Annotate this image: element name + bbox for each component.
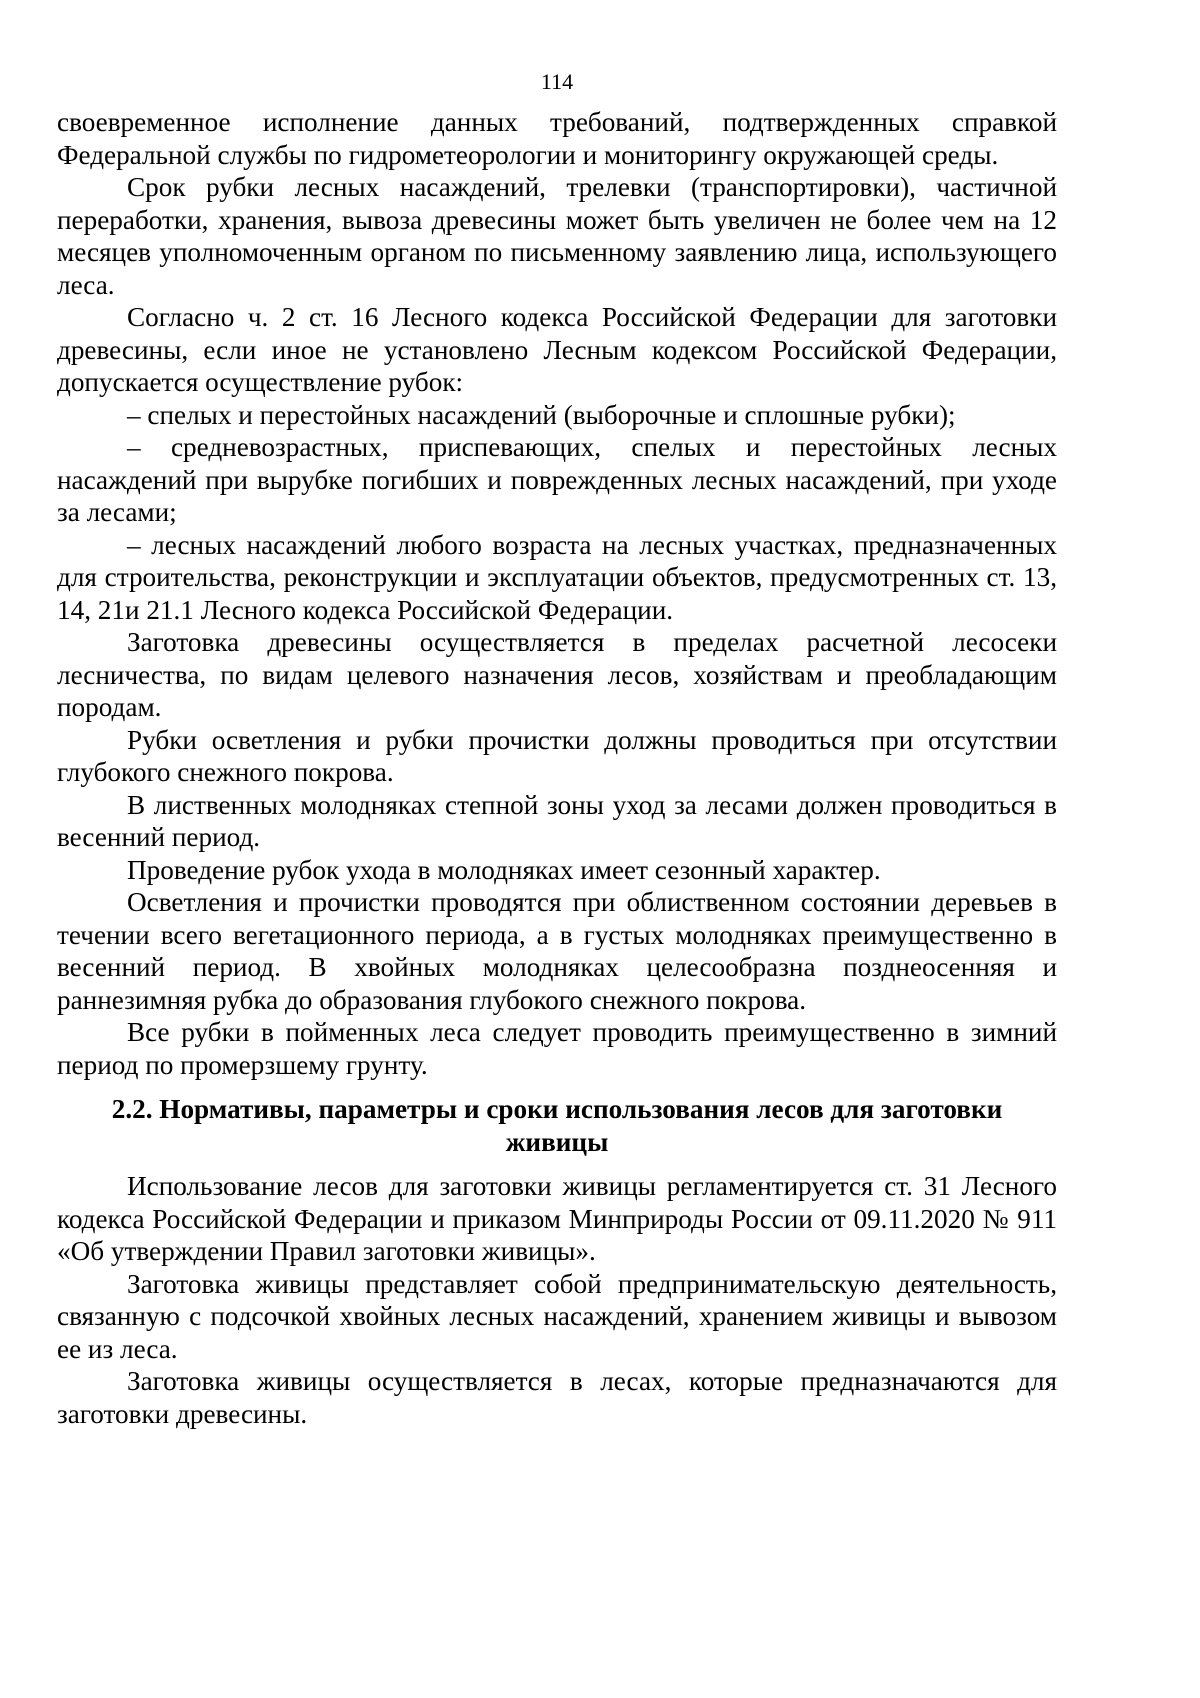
list-item: – лесных насаждений любого возраста на лесных участках, предназначенных для строительства, реконструкции и эксплуатации объектов, предусмотренных ст. 13, 14, 21и 21.1 Лесного кодекса Российской Федерации. [57,529,1057,625]
list-item: – средневозрастных, приспевающих, спелых и перестойных лесных насаждений при вырубке погибших и поврежденных лесных насаждений, при уходе за лесами; [57,432,1057,527]
page-number: 114 [540,69,574,94]
paragraph: своевременное исполнение данных требований, подтвержденных справкой Федеральной службы по гидрометеорологии и мониторингу окружающей среды. [57,107,1057,170]
paragraph: Все рубки в пойменных леса следует проводить преимущественно в зимний период по промерзшему грунту. [57,1017,1057,1080]
paragraph: Срок рубки лесных насаждений, трелевки (транспортировки), частичной переработки, хранения, вывоза древесины может быть увеличен не более чем на 12 месяцев уполномоченным органом по письменному заявлению лица, использующего леса. [57,172,1057,300]
document-page [57,68,1057,1430]
paragraph: В лиственных молодняках степной зоны уход за лесами должен проводиться в весенний период. [57,789,1057,852]
paragraph: Заготовка живицы представляет собой предпринимательскую деятельность, связанную с подсочкой хвойных лесных насаждений, хранением живицы и вывозом ее из леса. [57,1268,1057,1364]
paragraph: Осветления и прочистки проводятся при облиственном состоянии деревьев в течении всего вегетационного периода, а в густых молодняках преимущественно в весенний период. В хвойных молодняках целесообразна позднеосенняя и раннезимняя рубка до образования глубокого снежного покрова. [57,887,1057,1015]
paragraph: Согласно ч. 2 ст. 16 Лесного кодекса Российской Федерации для заготовки древесины, если иное не установлено Лесным кодексом Российской Федерации, допускается осуществление рубок: [57,302,1057,397]
list-item: – спелых и перестойных насаждений (выборочные и сплошные рубки); [127,399,956,430]
paragraph: Заготовка живицы осуществляется в лесах, которые предназначаются для заготовки древесины. [57,1366,1057,1429]
paragraph: Проведение рубок ухода в молодняках имеет сезонный характер. [127,854,881,885]
paragraph: Использование лесов для заготовки живицы регламентируется ст. 31 Лесного кодекса Российской Федерации и приказом Минприроды России от 09.11.2020 № 911 «Об утверждении Правил заготовки живицы». [57,1171,1057,1266]
section-heading: 2.2. Нормативы, параметры и сроки использования лесов для заготовки живицы [111,1094,1003,1157]
paragraph: Заготовка древесины осуществляется в пределах расчетной лесосеки лесничества, по видам целевого назначения лесов, хозяйствам и преобладающим породам. [57,627,1057,722]
paragraph: Рубки осветления и рубки прочистки должны проводиться при отсутствии глубокого снежного покрова. [57,724,1057,787]
